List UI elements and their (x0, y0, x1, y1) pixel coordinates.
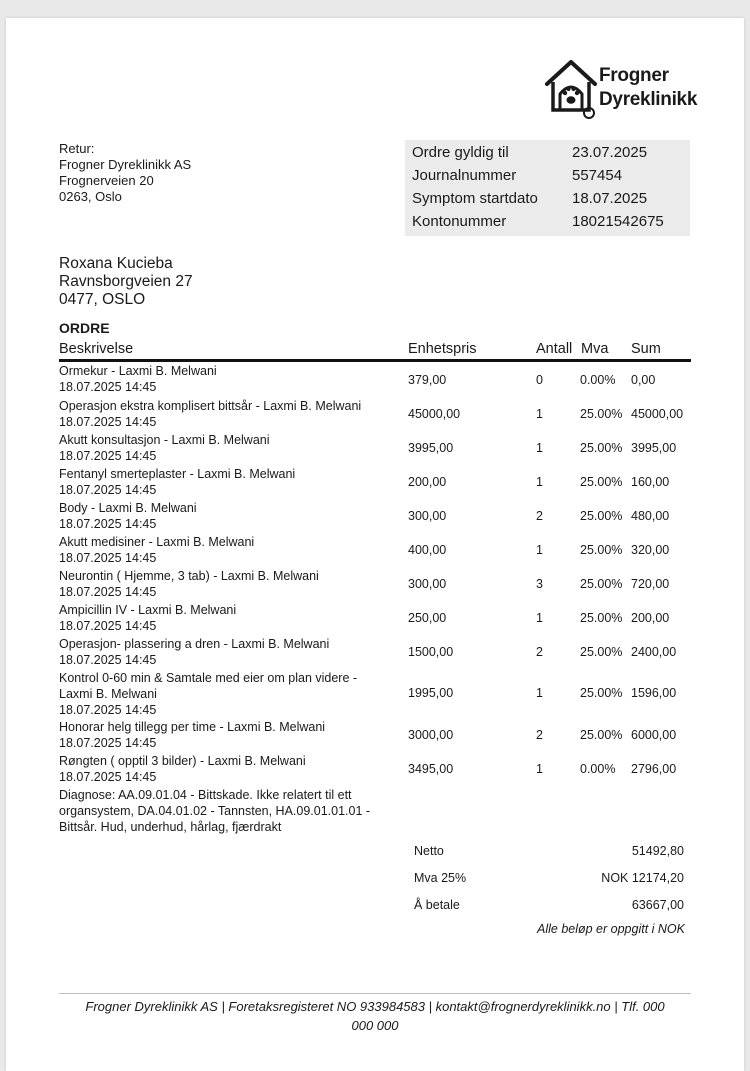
item-name: Fentanyl smerteplaster - Laxmi B. Melwani (59, 467, 296, 481)
diagnosis-text (59, 787, 370, 835)
diagnosis-line: Bittsår. Hud, underhud, hårlag, fjærdrakt (59, 820, 282, 834)
amount-due-value: 63667,00 (631, 898, 684, 912)
item-sum: 0,00 (631, 373, 656, 387)
item-vat: 25.00% (580, 441, 623, 455)
item-qty: 1 (536, 686, 543, 700)
item-unit-price: 3995,00 (408, 441, 454, 455)
order-title: ORDRE (59, 320, 110, 336)
item-sum: 480,00 (631, 509, 670, 523)
item-unit-price: 250,00 (408, 611, 447, 625)
item-unit-price: 400,00 (408, 543, 447, 557)
return-label: Retur: (59, 141, 95, 156)
footer-divider (59, 993, 691, 994)
table-row-description (59, 753, 306, 785)
item-sum: 6000,00 (631, 728, 677, 742)
table-header-rule (59, 359, 691, 362)
net-label: Netto (414, 844, 444, 858)
item-datetime: 18.07.2025 14:45 (59, 517, 157, 531)
vat-label: Mva 25% (414, 871, 467, 885)
currency-note: Alle beløp er oppgitt i NOK (537, 922, 685, 936)
item-sum: 720,00 (631, 577, 670, 591)
recipient-name: Roxana Kucieba (59, 255, 173, 272)
table-row-description (59, 432, 270, 464)
item-name: Akutt medisiner - Laxmi B. Melwani (59, 535, 255, 549)
col-header-vat: Mva (581, 341, 609, 357)
item-name: Røngten ( opptil 3 bilder) - Laxmi B. Melwani (59, 754, 306, 768)
table-row-description (59, 568, 319, 600)
item-sum: 200,00 (631, 611, 670, 625)
table-row-description (59, 363, 217, 395)
item-sum: 160,00 (631, 475, 670, 489)
item-datetime: 18.07.2025 14:45 (59, 415, 157, 429)
item-vat: 25.00% (580, 611, 623, 625)
item-datetime: 18.07.2025 14:45 (59, 449, 157, 463)
item-name: Operasjon- plassering a dren - Laxmi B. Melwani (59, 637, 330, 651)
item-name-continued: Laxmi B. Melwani (59, 687, 157, 701)
item-unit-price: 379,00 (408, 373, 447, 387)
item-qty: 1 (536, 543, 543, 557)
footer-line-1: Frogner Dyreklinikk AS | Foretaksregisteret NO 933984583 | kontakt@frognerdyreklinikk.no | Tlf. 000 (85, 999, 665, 1014)
net-value: 51492,80 (631, 844, 684, 858)
item-name: Ormekur - Laxmi B. Melwani (59, 364, 217, 378)
return-street: Frognerveien 20 (59, 173, 154, 188)
item-sum: 1596,00 (631, 686, 677, 700)
diagnosis-line: Diagnose: AA.09.01.04 - Bittskade. Ikke relatert til ett (59, 788, 352, 802)
meta-value: 23.07.2025 (572, 144, 648, 161)
meta-row-account-number (412, 213, 664, 230)
table-row-description (59, 534, 254, 566)
item-vat: 25.00% (580, 475, 623, 489)
item-datetime: 18.07.2025 14:45 (59, 703, 157, 717)
item-qty: 1 (536, 407, 543, 421)
item-datetime: 18.07.2025 14:45 (59, 585, 157, 599)
item-name: Body - Laxmi B. Melwani (59, 501, 197, 515)
table-row-description (59, 602, 236, 634)
item-vat: 0.00% (580, 373, 616, 387)
item-unit-price: 45000,00 (408, 407, 461, 421)
item-name: Operasjon ekstra komplisert bittsår - Laxmi B. Melwani (59, 399, 362, 413)
meta-label: Journalnummer (412, 167, 517, 184)
diagnosis-line: organsystem, DA.04.01.02 - Tannsten, HA.09.01.01.01 - (59, 804, 371, 818)
meta-label: Kontonummer (412, 213, 507, 230)
item-qty: 1 (536, 611, 543, 625)
item-unit-price: 1995,00 (408, 686, 454, 700)
item-qty: 1 (536, 441, 543, 455)
item-datetime: 18.07.2025 14:45 (59, 551, 157, 565)
table-row-description (59, 670, 357, 718)
meta-value: 18021542675 (572, 213, 664, 230)
recipient-city: 0477, OSLO (59, 291, 146, 308)
footer-line-2: 000 000 (351, 1018, 399, 1033)
item-unit-price: 200,00 (408, 475, 447, 489)
item-vat: 25.00% (580, 543, 623, 557)
item-qty: 2 (536, 645, 543, 659)
meta-label: Symptom startdato (412, 190, 538, 207)
meta-row-valid-until (412, 144, 648, 161)
amount-due-label: Å betale (414, 898, 460, 912)
item-sum: 320,00 (631, 543, 670, 557)
item-datetime: 18.07.2025 14:45 (59, 619, 157, 633)
item-vat: 25.00% (580, 509, 623, 523)
col-header-sum: Sum (631, 341, 661, 357)
return-city: 0263, Oslo (59, 189, 122, 204)
col-header-qty: Antall (536, 341, 573, 357)
item-name: Honorar helg tillegg per time - Laxmi B. Melwani (59, 720, 326, 734)
item-sum: 3995,00 (631, 441, 677, 455)
table-row-description (59, 466, 295, 498)
item-qty: 3 (536, 577, 543, 591)
item-vat: 25.00% (580, 728, 623, 742)
item-name: Kontrol 0-60 min & Samtale med eier om plan videre - (59, 671, 358, 685)
clinic-logo-line1: Frogner (599, 65, 669, 86)
item-qty: 0 (536, 373, 543, 387)
meta-value: 18.07.2025 (572, 190, 648, 207)
meta-row-journal-number (412, 167, 623, 184)
item-vat: 25.00% (580, 686, 623, 700)
order-meta-box (405, 140, 690, 236)
return-name: Frogner Dyreklinikk AS (59, 157, 192, 172)
recipient-street: Ravnsborgveien 27 (59, 273, 193, 290)
table-row-description (59, 398, 361, 430)
item-datetime: 18.07.2025 14:45 (59, 380, 157, 394)
item-vat: 25.00% (580, 407, 623, 421)
item-datetime: 18.07.2025 14:45 (59, 770, 157, 784)
table-row-description (59, 500, 197, 532)
item-qty: 2 (536, 728, 543, 742)
item-sum: 2400,00 (631, 645, 677, 659)
item-sum: 2796,00 (631, 762, 677, 776)
meta-label: Ordre gyldig til (412, 144, 509, 161)
item-vat: 0.00% (580, 762, 616, 776)
item-unit-price: 300,00 (408, 577, 447, 591)
item-vat: 25.00% (580, 577, 623, 591)
meta-value: 557454 (572, 167, 623, 184)
item-vat: 25.00% (580, 645, 623, 659)
item-sum: 45000,00 (631, 407, 684, 421)
clinic-logo-line2: Dyreklinikk (599, 89, 698, 110)
col-header-unit-price: Enhetspris (408, 341, 477, 357)
table-row-description (59, 636, 329, 668)
item-unit-price: 300,00 (408, 509, 447, 523)
item-unit-price: 3495,00 (408, 762, 454, 776)
doghouse-paw-icon (543, 58, 599, 128)
item-unit-price: 1500,00 (408, 645, 454, 659)
item-datetime: 18.07.2025 14:45 (59, 653, 157, 667)
clinic-logo-text (599, 64, 697, 112)
item-name: Akutt konsultasjon - Laxmi B. Melwani (59, 433, 270, 447)
item-unit-price: 3000,00 (408, 728, 454, 742)
item-datetime: 18.07.2025 14:45 (59, 483, 157, 497)
meta-row-symptom-start (412, 190, 648, 207)
col-header-description: Beskrivelse (59, 341, 134, 357)
return-address (59, 141, 191, 205)
item-qty: 1 (536, 762, 543, 776)
invoice-page (6, 18, 744, 1071)
footer-company-info (59, 997, 691, 1035)
item-name: Ampicillin IV - Laxmi B. Melwani (59, 603, 237, 617)
item-name: Neurontin ( Hjemme, 3 tab) - Laxmi B. Melwani (59, 569, 319, 583)
clinic-logo (543, 58, 703, 138)
vat-value: NOK 12174,20 (601, 871, 684, 885)
recipient-address (59, 255, 193, 309)
item-qty: 2 (536, 509, 543, 523)
item-datetime: 18.07.2025 14:45 (59, 736, 157, 750)
item-qty: 1 (536, 475, 543, 489)
table-row-description (59, 719, 325, 751)
